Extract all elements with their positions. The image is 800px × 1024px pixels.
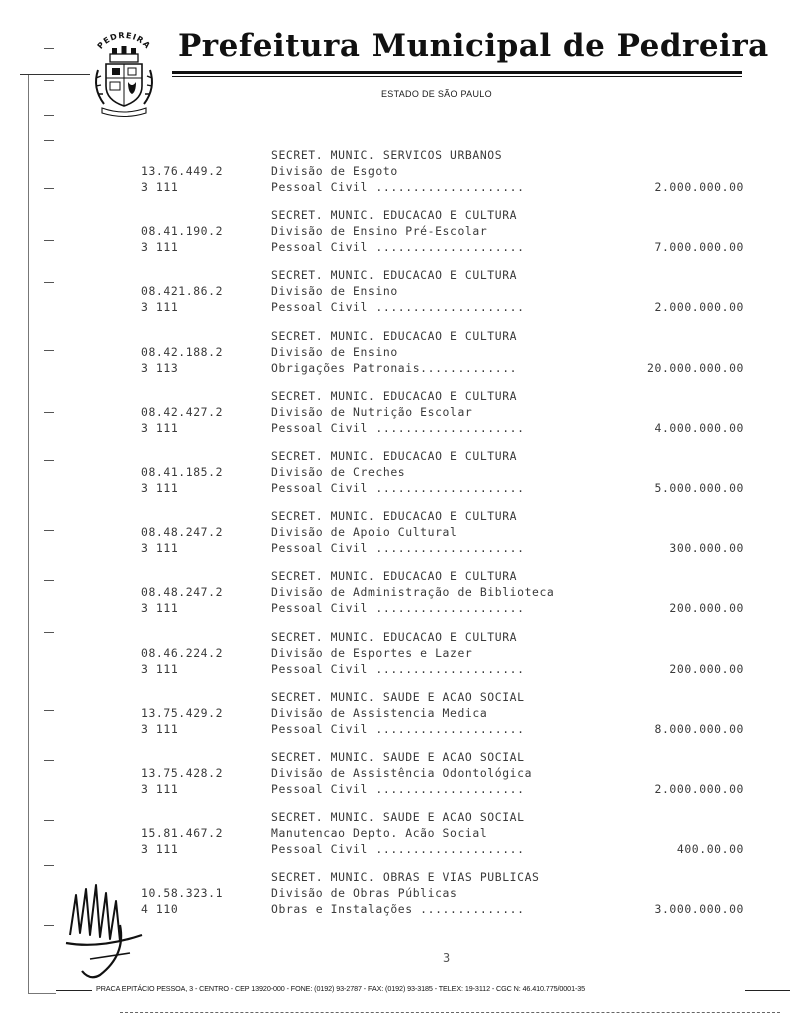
program-code: 08.41.185.2 <box>141 464 224 479</box>
program-code: 08.48.247.2 <box>141 525 224 540</box>
bottom-dashed-line <box>120 1012 780 1013</box>
expense-item: Pessoal Civil .................... <box>271 420 525 435</box>
expense-item: Obras e Instalações .............. <box>271 902 525 917</box>
division-name: Divisão de Ensino <box>271 344 398 359</box>
header-rule-left <box>20 74 90 75</box>
amount-value: 20.000.000.00 <box>647 360 744 375</box>
amount-value: 2.000.000.00 <box>654 180 744 194</box>
expense-element: 3 111 <box>141 480 179 495</box>
entry-heading: SECRET. MUNIC. EDUCACAO E CULTURA <box>271 448 518 463</box>
expense-item: Pessoal Civil .................... <box>271 721 525 736</box>
budget-entry <box>0 267 800 327</box>
program-code: 08.41.190.2 <box>141 224 224 239</box>
division-name: Divisão de Assistência Odontológica <box>271 765 533 780</box>
seal-arc-text: PEDREIRA <box>95 30 153 51</box>
budget-entry <box>0 568 800 628</box>
entry-heading: SECRET. MUNIC. OBRAS E VIAS PUBLICAS <box>271 870 540 885</box>
entry-heading: SECRET. MUNIC. EDUCACAO E CULTURA <box>271 509 518 524</box>
entry-heading: SECRET. MUNIC. EDUCACAO E CULTURA <box>271 388 518 403</box>
amount-value: 200.000.00 <box>669 661 744 676</box>
entry-heading: SECRET. MUNIC. SERVICOS URBANOS <box>271 148 503 162</box>
budget-entry <box>0 328 800 388</box>
program-code: 13.75.429.2 <box>141 705 224 720</box>
division-name: Divisão de Ensino Pré-Escolar <box>271 224 488 239</box>
program-code: 10.58.323.1 <box>141 886 224 901</box>
division-name: Divisão de Creches <box>271 464 406 479</box>
division-name: Divisão de Nutrição Escolar <box>271 404 473 419</box>
budget-entry <box>0 508 800 568</box>
expense-element: 3 111 <box>141 240 179 255</box>
frame-bottom-line <box>28 993 56 994</box>
expense-element: 3 111 <box>141 781 179 796</box>
expense-element: 3 111 <box>141 541 179 556</box>
entry-heading: SECRET. MUNIC. EDUCACAO E CULTURA <box>271 328 518 343</box>
program-code: 08.421.86.2 <box>141 284 224 299</box>
program-code: 08.48.247.2 <box>141 585 224 600</box>
program-code: 13.76.449.2 <box>141 164 224 178</box>
expense-element: 3 113 <box>141 360 179 375</box>
expense-element: 3 111 <box>141 721 179 736</box>
expense-item: Pessoal Civil .................... <box>271 240 525 255</box>
program-code: 08.42.427.2 <box>141 404 224 419</box>
entry-heading: SECRET. MUNIC. EDUCACAO E CULTURA <box>271 569 518 584</box>
division-name: Divisão de Obras Públicas <box>271 886 458 901</box>
header-rule-thick <box>172 71 742 74</box>
expense-item: Pessoal Civil .................... <box>271 480 525 495</box>
amount-value: 5.000.000.00 <box>654 480 744 495</box>
footer-rule-right <box>745 990 790 991</box>
entry-heading: SECRET. MUNIC. SAUDE E ACAO SOCIAL <box>271 749 525 764</box>
budget-entry <box>0 749 800 809</box>
expense-item: Pessoal Civil .................... <box>271 180 525 194</box>
amount-value: 4.000.000.00 <box>654 420 744 435</box>
budget-entry <box>0 809 800 869</box>
footer-address: PRACA EPITÁCIO PESSOA, 3 - CENTRO - CEP 13920-000 - FONE: (0192) 93-2787 - FAX: (0192) 93-3185 - TELEX: 19-3112 - CGC N: 46.410.775/0001-35 <box>96 984 586 993</box>
division-name: Divisão de Apoio Cultural <box>271 525 458 540</box>
budget-entry <box>0 147 800 207</box>
expense-element: 3 111 <box>141 420 179 435</box>
amount-value: 2.000.000.00 <box>654 781 744 796</box>
entry-heading: SECRET. MUNIC. SAUDE E ACAO SOCIAL <box>271 689 525 704</box>
expense-item: Obrigações Patronais............. <box>271 360 518 375</box>
amount-value: 200.000.00 <box>669 601 744 616</box>
page-number: 3 <box>443 951 451 965</box>
division-name: Divisão de Assistencia Medica <box>271 705 488 720</box>
entry-heading: SECRET. MUNIC. EDUCACAO E CULTURA <box>271 208 518 223</box>
expense-item: Pessoal Civil .................... <box>271 661 525 676</box>
expense-item: Pessoal Civil .................... <box>271 601 525 616</box>
amount-value: 8.000.000.00 <box>654 721 744 736</box>
expense-element: 3 111 <box>141 300 179 315</box>
expense-item: Pessoal Civil .................... <box>271 541 525 556</box>
program-code: 15.81.467.2 <box>141 826 224 841</box>
entry-heading: SECRET. MUNIC. EDUCACAO E CULTURA <box>271 268 518 283</box>
expense-element: 3 111 <box>141 661 179 676</box>
amount-value: 300.000.00 <box>669 541 744 556</box>
expense-element: 3 111 <box>141 842 179 857</box>
budget-entry <box>0 629 800 689</box>
amount-value: 7.000.000.00 <box>654 240 744 255</box>
amount-value: 400.00.00 <box>676 842 744 857</box>
program-code: 08.42.188.2 <box>141 344 224 359</box>
budget-entry <box>0 448 800 508</box>
signature-mark <box>60 875 150 985</box>
budget-entry <box>0 689 800 749</box>
division-name: Divisão de Esgoto <box>271 164 398 178</box>
expense-element: 3 111 <box>141 180 179 194</box>
expense-item: Pessoal Civil .................... <box>271 300 525 315</box>
expense-item: Pessoal Civil .................... <box>271 842 525 857</box>
municipality-title: Prefeitura Municipal de Pedreira <box>178 28 769 64</box>
amount-value: 2.000.000.00 <box>654 300 744 315</box>
division-name: Divisão de Ensino <box>271 284 398 299</box>
program-code: 13.75.428.2 <box>141 765 224 780</box>
budget-entries-list <box>0 147 800 929</box>
division-name: Divisão de Esportes e Lazer <box>271 645 473 660</box>
budget-entry <box>0 207 800 267</box>
footer-rule-left <box>56 990 92 991</box>
budget-entry <box>0 388 800 448</box>
expense-element: 3 111 <box>141 601 179 616</box>
division-name: Divisão de Administração de Biblioteca <box>271 585 555 600</box>
division-name: Manutencao Depto. Acão Social <box>271 826 488 841</box>
entry-heading: SECRET. MUNIC. SAUDE E ACAO SOCIAL <box>271 810 525 825</box>
program-code: 08.46.224.2 <box>141 645 224 660</box>
header-rule-thin <box>172 76 742 77</box>
state-subtitle: ESTADO DE SÃO PAULO <box>381 89 492 99</box>
entry-heading: SECRET. MUNIC. EDUCACAO E CULTURA <box>271 629 518 644</box>
amount-value: 3.000.000.00 <box>654 902 744 917</box>
municipal-seal-icon <box>88 30 160 118</box>
expense-item: Pessoal Civil .................... <box>271 781 525 796</box>
expense-element: 4 110 <box>141 902 179 917</box>
